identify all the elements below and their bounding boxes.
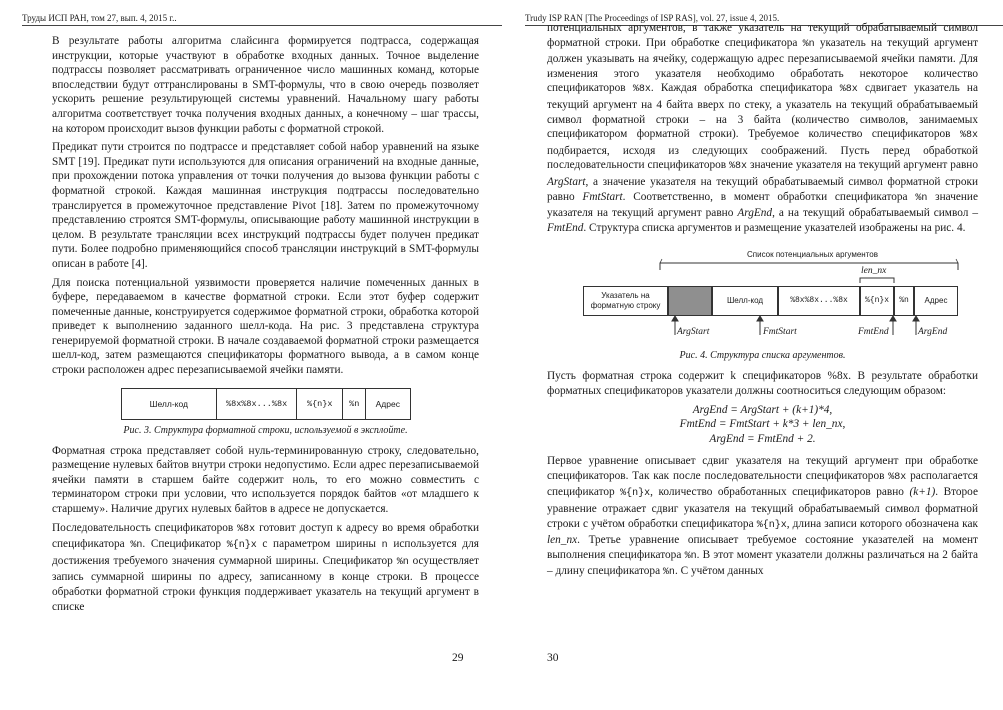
fig3-cell-width-spec: %{n}x [297, 389, 343, 419]
text: располагается спецификатор [547, 469, 978, 499]
figure-3-caption: Рис. 3. Структура форматной строки, используемой в эксплойте. [123, 424, 408, 436]
text: указатель на текущий аргумент должен указывать на ячейку, содержащую адрес перезаписываемой ячейки памяти. Для изменения этого указателя необходимо обработать некоторое количество спецификаторов [547, 36, 979, 95]
variable: (k+1) [909, 486, 936, 499]
running-head-right: Trudy ISP RAN [The Proceedings of ISP RAS], vol. 27, issue 4, 2015. [525, 13, 1003, 26]
text: подбирается, исходя из следующих соображений. Пусть перед обработкой последовательности спецификаторов [547, 144, 978, 172]
text: Последовательность спецификаторов [52, 521, 238, 534]
fig3-cell-address: Адрес [375, 398, 400, 409]
code: %{n}x [226, 540, 257, 552]
code: %8x [632, 84, 651, 96]
text: . Структура списка аргументов и размещение указателей изображены на рис. 4. [583, 221, 966, 234]
paragraph: Предикат пути строится по подтрассе и представляет собой набор уравнений на языке SMT [19]. Предикат пути используются для описания ограничений на входные данные, при прохождении потока управления от точки получения до вызова функции работы с форматной строкой. Каждая машинная инструкция подтрассы последовательно транслируется в промежуточное представление Pivot [18]. Затем по промежуточному представлению строятся SMT-формулы, описывающие работу машинной инструкции в целом. В результате трансляции всех инструкций подтрассы будет получен предикат пути. Более подробно применяющийся способ трансляции инструкций в SMT-формулы описан в работе [4]. [52, 141, 479, 270]
fig4-len-label: len_nx [861, 266, 887, 277]
code: %n [396, 556, 409, 568]
code: %n [915, 192, 928, 204]
page-number-right: 30 [547, 652, 559, 664]
text: . Третье уравнение описывает требуемое состояние указателей на момент выполнения спецификатора [547, 534, 978, 561]
equation: ArgEnd = FmtEnd + 2. [709, 432, 816, 445]
code: n [381, 540, 388, 552]
code: %{n}x [756, 519, 787, 531]
figure-3-format-string [121, 388, 411, 420]
fig3-cell-shellcode: Шелл-код [122, 389, 218, 419]
fig4-cell-address: Адрес [914, 286, 958, 316]
fig4-cell-n-spec: %n [894, 286, 914, 316]
fig4-pointer-argstart: ArgStart [677, 327, 710, 338]
paragraph [52, 521, 479, 615]
fig4-pointer-fmtend: FmtEnd [858, 327, 889, 338]
fig3-cell-n-spec: %n [343, 389, 366, 419]
code: %n [802, 38, 815, 50]
code: %8x [237, 523, 256, 535]
fig4-cell-format-pointer: Указатель на форматную строку [583, 286, 668, 316]
right-page-body [547, 21, 978, 585]
variable: ArgEnd [737, 207, 773, 220]
paragraph: Для поиска потенциальной уязвимости проверяется наличие помеченных данных в буфере, передаваемом в качестве форматной строки. Если этот буфер содержит помеченные данные, конструируется содержимое форматной строки, обработка которой приведет к выполнению заданного шелл-кода. На рис. 3 представлена структура генерируемой форматной строки. В начале создаваемой форматной строки размещается шелл-код, затем размещаются спецификаторы форматного вывода, а в самом конце строки расположен адрес перезаписываемой ячейки памяти. [52, 276, 479, 377]
text: с параметром ширины [256, 538, 382, 551]
code: %n [684, 550, 697, 562]
code: %{n}x [620, 488, 651, 500]
code: %n [130, 540, 143, 552]
running-head-left: Труды ИСП РАН, том 27, вып. 4, 2015 г.. [22, 13, 502, 26]
code: %8x [888, 471, 907, 483]
text: , а значение указателя на текущий обрабатываемый символ форматной строки равно [547, 175, 978, 203]
text: , а на текущий обрабатываемый символ – [772, 207, 978, 220]
figure-4-argument-list [547, 245, 978, 345]
text: , длина записи которого обозначена как [786, 517, 978, 530]
left-page-body [52, 34, 479, 618]
fig4-pointer-fmtstart: FmtStart [763, 327, 797, 338]
text: . Каждая обработка спецификатора [650, 82, 840, 95]
fig3-cell-specifiers: %8x%8x...%8x [217, 389, 297, 419]
text: потенциальных аргументов, в также указатель на текущий обрабатываемый символ форматной строки. При обработке спецификатора [547, 22, 978, 49]
text: , количество обработанных спецификаторов равно [650, 486, 910, 499]
text: . В этот момент указатели должны различаться на 2 байта – длину спецификатора [547, 548, 978, 578]
text: осуществляет запись суммарной ширины по адресу, записанному в конце строки. В процессе обработки форматной строки функция поддерживает указатель на текущий аргумент в списке [52, 554, 479, 613]
code: %8x [839, 84, 858, 96]
text: . Соответственно, в момент обработки спецификатора [622, 190, 916, 203]
equation: ArgEnd = ArgStart + (k+1)*4, [692, 403, 833, 416]
text: значение указателя на текущий аргумент равно [547, 190, 978, 220]
paragraph: Форматная строка представляет собой нуль-терминированную строку, следовательно, размещение нулевых байтов внутри строки недопустимо. Если адрес перезаписываемой ячейки памяти в старшем байте содержит ноль, то его можно совместить с терминатором строки при условии, что используется порядок байтов «от младшего к старшему». Наличие других нулевых байтов в адресе не допускается. [52, 444, 479, 516]
equation: FmtEnd = FmtStart + k*3 + len_nx, [679, 418, 846, 431]
text: . Спецификатор [142, 538, 227, 551]
text: . Второе уравнение отражает сдвиг указателя на текущий обрабатываемый символ форматной строки с учётом обработки спецификатора [547, 486, 978, 530]
code: %8x [959, 130, 978, 142]
variable: FmtEnd [547, 221, 584, 234]
text: Первое уравнение описывает сдвиг указателя на текущий аргумент при обработке спецификаторов. Так как после последовательности спецификаторов [547, 455, 978, 482]
variable: FmtStart [582, 190, 623, 203]
paragraph: В результате работы алгоритма слайсинга формируется подтрасса, содержащая инструкции, которые участвуют в обработке входных данных. Точное выделение подтрассы позволяет рассматривать ограниченное число машинных команд, которые впоследствии будут оттранслированы в SMT-формулы, что в свою очередь позволяет ускорить решение результирующей системы уравнений. Начальному шагу работы алгоритма соответствует точка получения входных данных, а конечному – шаг трассы, на котором происходит вызов функции работы с форматной строкой. [52, 35, 479, 135]
paragraph [547, 21, 978, 235]
figure-4-caption: Рис. 4. Структура списка аргументов. [679, 350, 846, 362]
right-page [525, 0, 1003, 710]
paragraph: Пусть форматная строка содержит k спецификаторов %8x. В результате обработки форматных спецификаторов указатели должны соотноситься следующим образом: [547, 370, 978, 397]
variable: len_nx [547, 534, 578, 547]
fig4-cell-shellcode: Шелл-код [712, 286, 778, 316]
text: используется для достижения требуемого значения суммарной ширины. Спецификатор [52, 538, 480, 567]
code: %n [662, 567, 675, 579]
paragraph [547, 454, 978, 581]
fig4-cell-specifiers: %8x%8x...%8x [778, 286, 860, 316]
fig4-top-label: Список потенциальных аргументов [747, 250, 878, 260]
left-page [22, 0, 502, 710]
variable: ArgStart [547, 175, 586, 188]
text: готовит доступ к адресу во время обработки спецификатора [52, 521, 480, 551]
fig4-pointer-argend: ArgEnd [918, 327, 948, 338]
text: значение указателя на текущий аргумент равно [747, 159, 978, 172]
code: %8x [729, 161, 748, 173]
text: сдвигает указатель на текущий аргумент на 4 байта вверх по стеку, а указатель на текущий обрабатываемый символ форматной строки – на 3 байта (количество символов, занимаемых спецификатором форматной строки). Требуемое количество спецификаторов [547, 82, 978, 141]
text: . С учётом данных [674, 565, 764, 578]
equations [547, 403, 978, 447]
page-number-left: 29 [452, 652, 464, 664]
fig4-cell-gray [668, 286, 712, 316]
fig4-cell-width-spec: %{n}x [860, 286, 894, 316]
